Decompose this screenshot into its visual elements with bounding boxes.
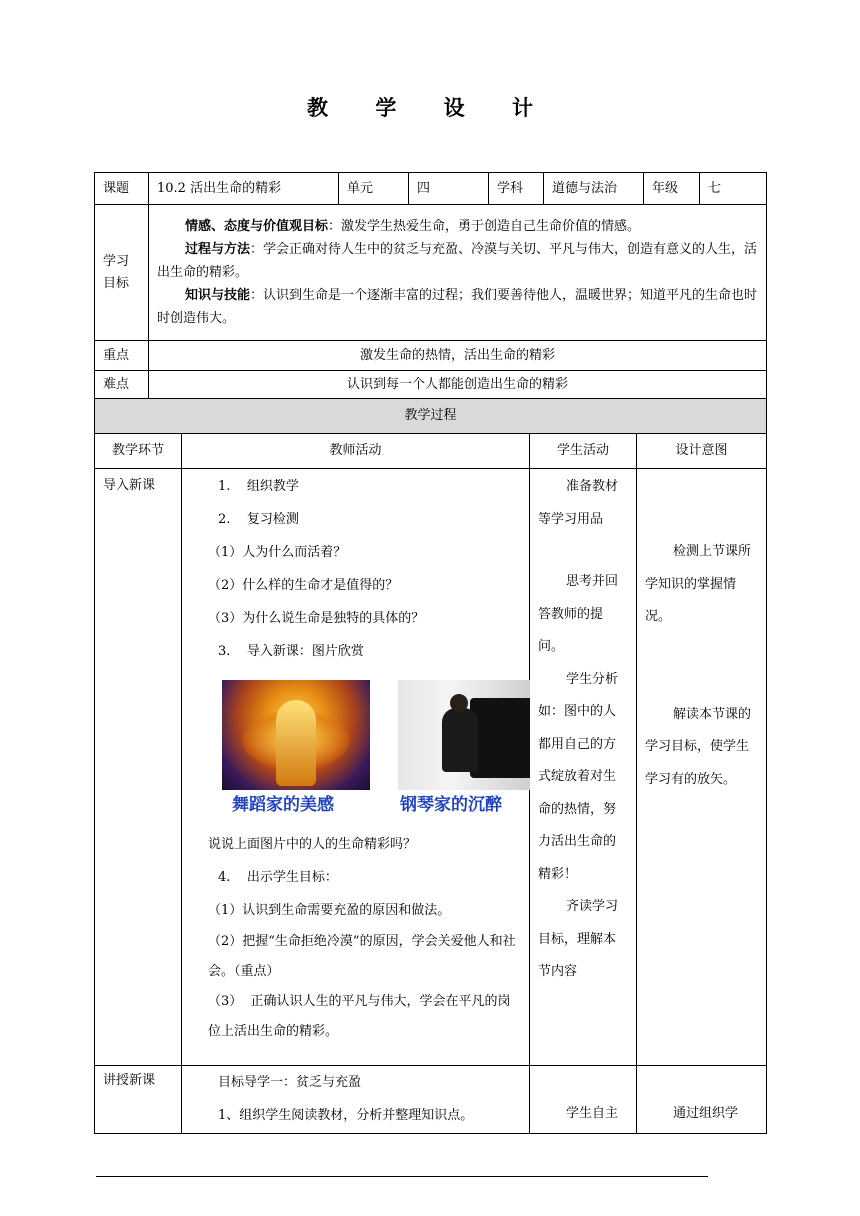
- pianist-caption: 钢琴家的沉醉: [400, 795, 502, 815]
- stage-intro: 导入新课: [95, 469, 182, 1066]
- topic-label: 课题: [95, 173, 149, 205]
- footer-divider: [96, 1176, 708, 1177]
- teacher-line: 1、组织学生阅读教材，分析并整理知识点。: [218, 1108, 474, 1123]
- dancer-image: [222, 680, 370, 790]
- process-header: 教学过程: [95, 399, 767, 434]
- design-intent-intro: [637, 469, 767, 1066]
- learning-goals: [149, 205, 767, 341]
- key-point-value: 激发生命的热情，活出生命的精彩: [149, 341, 767, 371]
- goals-label: 学习 目标: [95, 205, 149, 341]
- col-stage: 教学环节: [95, 434, 182, 469]
- teacher-line: 3. 导入新课：图片欣赏: [218, 644, 364, 659]
- teacher-line: 4. 出示学生目标：: [218, 870, 338, 885]
- grade-label: 年级: [644, 173, 700, 205]
- teacher-line: 说说上面图片中的人的生命精彩吗？: [208, 837, 417, 852]
- teacher-activity-intro: [182, 469, 530, 1066]
- teacher-activity-new: [182, 1066, 530, 1134]
- unit-label: 单元: [339, 173, 409, 205]
- student-activity-new: [530, 1066, 637, 1134]
- student-line: 齐读学习目标，理解本节内容: [538, 899, 619, 979]
- goal-emotion: 情感、态度与价值观目标：激发学生热爱生命，勇于创造自己生命价值的情感。: [185, 219, 641, 234]
- teacher-line: 1. 组织教学: [218, 479, 299, 494]
- teacher-line: 2. 复习检测: [218, 512, 299, 527]
- teaching-process-table: [94, 398, 767, 1134]
- topic-value: 10.2 活出生命的精彩: [149, 173, 339, 205]
- teacher-line: （3）为什么说生命是独特的具体的？: [208, 611, 425, 626]
- col-intent: 设计意图: [637, 434, 767, 469]
- teacher-line: （3） 正确认识人生的平凡与伟大，学会在平凡的岗位上活出生命的精彩。: [208, 994, 511, 1039]
- difficulty-label: 难点: [95, 371, 149, 399]
- student-line: 学生分析如：图中的人都用自己的方式绽放着对生命的热情，努力活出生命的精彩！: [538, 671, 619, 882]
- lesson-info-table: [94, 172, 767, 399]
- difficulty-value: 认识到每一个人都能创造出生命的精彩: [149, 371, 767, 399]
- student-line: 准备教材等学习用品: [538, 479, 619, 527]
- teacher-line: （2）把握“生命拒绝冷漠”的原因，学会关爱他人和社会。（重点）: [208, 934, 516, 979]
- goal-knowledge: 知识与技能：认识到生命是一个逐渐丰富的过程；我们要善待他人，温暖世界；知道平凡的生命也时时创造伟大。: [157, 288, 758, 326]
- student-line: 学生自主: [566, 1106, 619, 1121]
- intent-line: 检测上节课所学知识的掌握情况。: [645, 544, 752, 624]
- page-title: 教 学 设 计: [307, 96, 553, 120]
- pianist-image: [398, 680, 530, 790]
- key-point-label: 重点: [95, 341, 149, 371]
- teacher-line: （2）什么样的生命才是值得的？: [208, 578, 399, 593]
- teacher-line: 目标导学一：贫乏与充盈: [218, 1075, 362, 1090]
- grade-value: 七: [700, 173, 767, 205]
- intro-images: [190, 674, 521, 824]
- subject-label: 学科: [489, 173, 544, 205]
- col-student: 学生活动: [530, 434, 637, 469]
- teacher-line: （1）认识到生命需要充盈的原因和做法。: [208, 903, 451, 918]
- student-activity-intro: [530, 469, 637, 1066]
- subject-value: 道德与法治: [544, 173, 644, 205]
- student-line: 思考并回答教师的提问。: [538, 574, 619, 654]
- intent-line: 通过组织学: [673, 1106, 739, 1121]
- intent-line: 解读本节课的学习目标，使学生学习有的放矢。: [645, 706, 752, 787]
- design-intent-new: [637, 1066, 767, 1134]
- dancer-caption: 舞蹈家的美感: [232, 795, 334, 815]
- unit-value: 四: [409, 173, 489, 205]
- stage-new-lesson: 讲授新课: [95, 1066, 182, 1134]
- col-teacher: 教师活动: [182, 434, 530, 469]
- goal-process: 过程与方法：学会正确对待人生中的贫乏与充盈、冷漠与关切、平凡与伟大，创造有意义的人生，活出生命的精彩。: [157, 242, 758, 280]
- teacher-line: （1）人为什么而活着？: [208, 545, 347, 560]
